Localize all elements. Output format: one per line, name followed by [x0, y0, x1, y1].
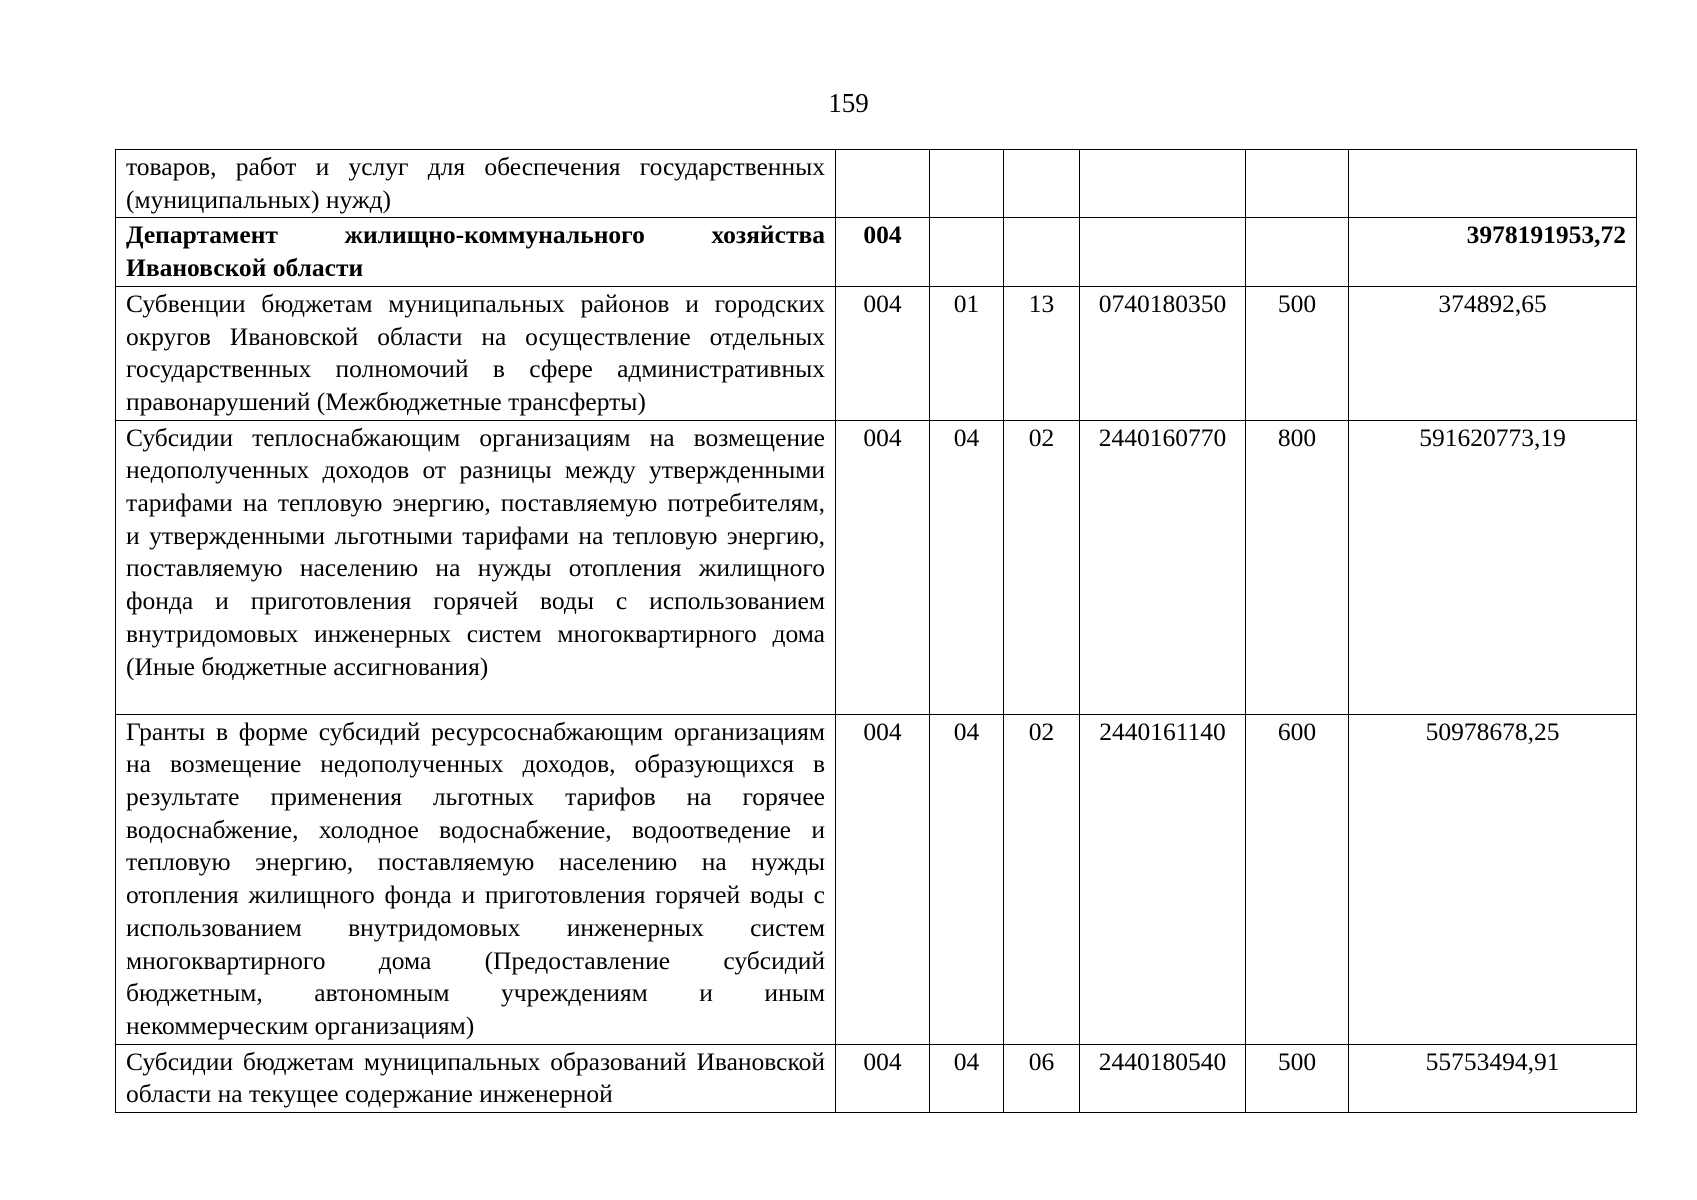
- ministry-code: 004: [836, 218, 930, 286]
- row-description: Субсидии теплоснабжающим организациям на возмещение недополученных доходов от разницы между утвержденными тарифами на тепловую энергию, поставляемую потребителям, и утвержденными льготными тарифами на тепловую энергию, поставляемую населению на нужды отопления жилищного фонда и приготовления горячей воды с использованием внутридомовых инженерных систем многоквартирного дома (Иные бюджетные ассигнования): [116, 420, 836, 714]
- subsection-code: 13: [1004, 286, 1080, 420]
- table-row: [116, 286, 1637, 420]
- ministry-code: 004: [836, 286, 930, 420]
- amount: 50978678,25: [1349, 714, 1637, 1044]
- table-row: [116, 1044, 1637, 1112]
- ministry-code: 004: [836, 420, 930, 714]
- expense-type-code: 800: [1246, 420, 1349, 714]
- amount: 3978191953,72: [1349, 218, 1637, 286]
- table-row: [116, 150, 1637, 218]
- section-code: 04: [930, 420, 1004, 714]
- target-article-code: 0740180350: [1080, 286, 1246, 420]
- section-code: [930, 150, 1004, 218]
- amount: 374892,65: [1349, 286, 1637, 420]
- subsection-code: 02: [1004, 420, 1080, 714]
- section-code: 04: [930, 714, 1004, 1044]
- expense-type-code: 500: [1246, 286, 1349, 420]
- expense-type-code: [1246, 218, 1349, 286]
- table-row: [116, 714, 1637, 1044]
- subsection-code: [1004, 150, 1080, 218]
- ministry-code: 004: [836, 714, 930, 1044]
- target-article-code: [1080, 218, 1246, 286]
- amount: [1349, 150, 1637, 218]
- row-description: Субсидии бюджетам муниципальных образований Ивановской области на текущее содержание инженерной: [116, 1044, 836, 1112]
- section-code: 04: [930, 1044, 1004, 1112]
- table-row-department: [116, 218, 1637, 286]
- subsection-code: [1004, 218, 1080, 286]
- row-description: Субвенции бюджетам муниципальных районов и городских округов Ивановской области на осуществление отдельных государственных полномочий в сфере административных правонарушений (Межбюджетные трансферты): [116, 286, 836, 420]
- section-code: 01: [930, 286, 1004, 420]
- section-code: [930, 218, 1004, 286]
- subsection-code: 02: [1004, 714, 1080, 1044]
- target-article-code: 2440161140: [1080, 714, 1246, 1044]
- amount: 591620773,19: [1349, 420, 1637, 714]
- target-article-code: 2440180540: [1080, 1044, 1246, 1112]
- row-description: Департамент жилищно-коммунального хозяйства Ивановской области: [116, 218, 836, 286]
- table-row: [116, 420, 1637, 714]
- row-description: Гранты в форме субсидий ресурсоснабжающим организациям на возмещение недополученных доходов, образующихся в результате применения льготных тарифов на горячее водоснабжение, холодное водоснабжение, водоотведение и тепловую энергию, поставляемую населению на нужды отопления жилищного фонда и приготовления горячей воды с использованием внутридомовых инженерных систем многоквартирного дома (Предоставление субсидий бюджетным, автономным учреждениям и иным некоммерческим организациям): [116, 714, 836, 1044]
- budget-table: [115, 149, 1637, 1113]
- target-article-code: 2440160770: [1080, 420, 1246, 714]
- row-description: товаров, работ и услуг для обеспечения государственных (муниципальных) нужд): [116, 150, 836, 218]
- target-article-code: [1080, 150, 1246, 218]
- ministry-code: 004: [836, 1044, 930, 1112]
- amount: 55753494,91: [1349, 1044, 1637, 1112]
- expense-type-code: [1246, 150, 1349, 218]
- ministry-code: [836, 150, 930, 218]
- page-number: 159: [828, 88, 869, 118]
- expense-type-code: 500: [1246, 1044, 1349, 1112]
- subsection-code: 06: [1004, 1044, 1080, 1112]
- expense-type-code: 600: [1246, 714, 1349, 1044]
